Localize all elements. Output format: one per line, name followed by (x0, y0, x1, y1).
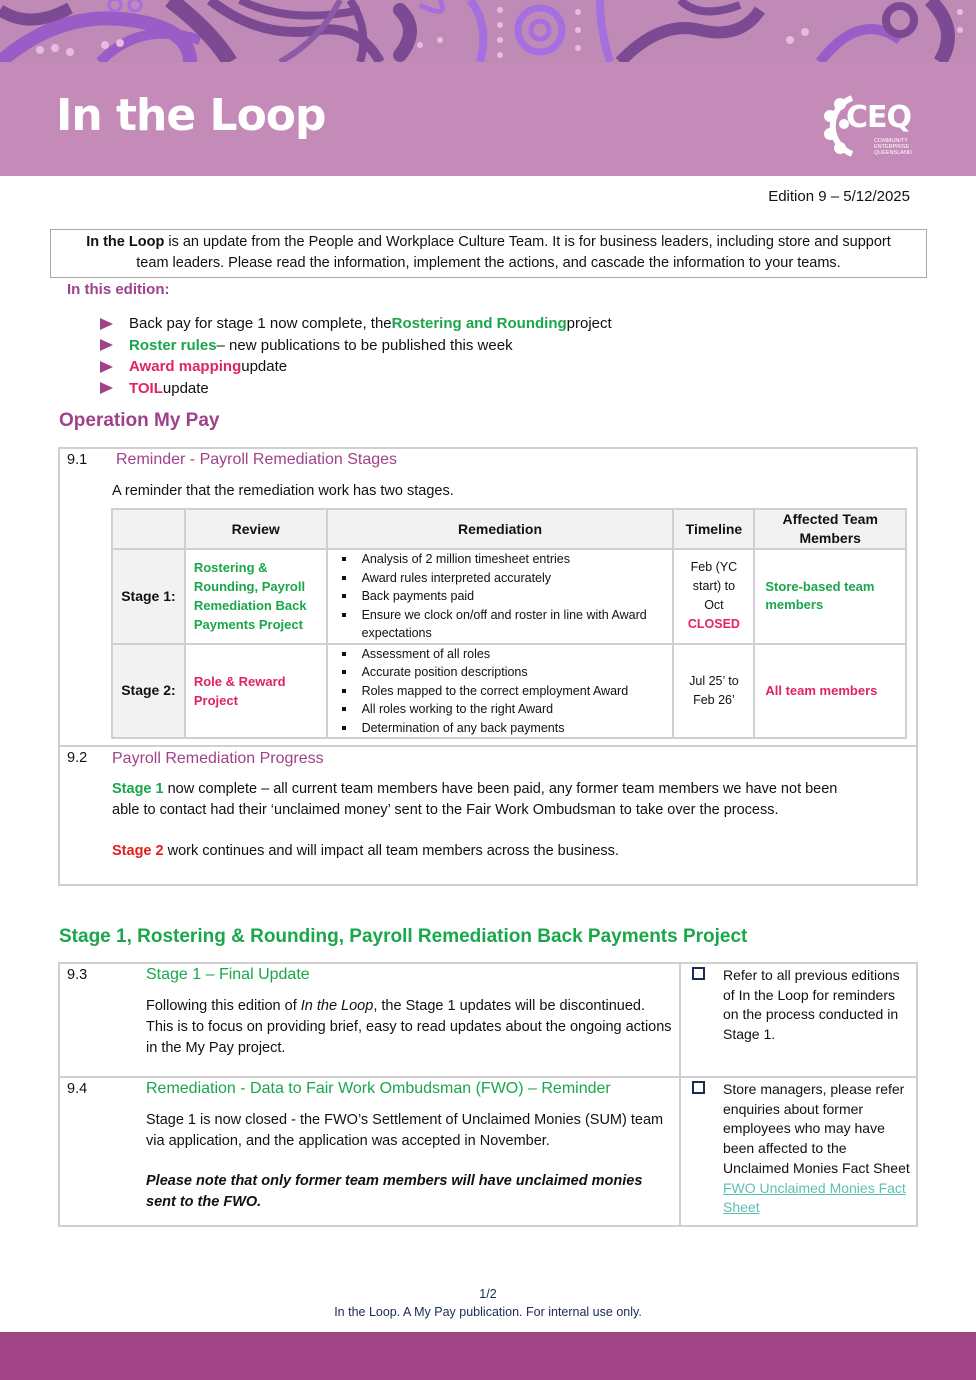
intro-box: In the Loop is an update from the People and Workplace Culture Team. It is for business leaders, including store and support team leaders. Please read the information, implement the actions, and cascade the information to your teams. (50, 229, 927, 278)
divider (60, 745, 916, 747)
item-number-9-2: 9.2 (67, 750, 88, 766)
stage-review: Role & Reward Project (185, 644, 327, 739)
table-row (112, 549, 906, 644)
footer-text: In the Loop. A My Pay publication. For internal use only. (334, 1305, 642, 1319)
column-header-review: Review (185, 509, 327, 549)
column-header-remediation: Remediation (327, 509, 674, 549)
footer-bar (0, 1332, 976, 1380)
triangle-bullet-icon (100, 361, 113, 373)
item-note-9-4: Please note that only former team members will have unclaimed monies sent to the FWO. (146, 1173, 643, 1210)
item-title-9-4: Remediation - Data to Fair Work Ombudsman (FWO) – Reminder (146, 1080, 611, 1097)
triangle-bullet-icon (100, 339, 113, 351)
header-banner (0, 0, 976, 176)
edition-date: Edition 9 – 5/12/2025 (768, 188, 910, 205)
divider (60, 1076, 916, 1078)
in-this-edition-label: In this edition: (67, 281, 170, 298)
list-item: Roster rules – new publications to be published this week (100, 335, 612, 357)
item-number-9-4: 9.4 (67, 1081, 88, 1097)
logo-subtitle: COMMUNITY ENTERPRISE QUEENSLAND (874, 138, 912, 156)
action-checkbox[interactable] (692, 967, 705, 980)
item-text-9-2-stage2: Stage 2 work continues and will impact all team members across the business. (112, 843, 619, 859)
item-text-9-4: Stage 1 is now closed - the FWO’s Settlement of Unclaimed Monies (SUM) team via application, and the application was accepted in November. (146, 1112, 664, 1149)
stage-affected: Store-based team members (754, 549, 906, 644)
action-checkbox[interactable] (692, 1081, 705, 1094)
list-item: Back pay for stage 1 now complete, the Rostering and Rounding project (100, 313, 612, 335)
triangle-bullet-icon (100, 382, 113, 394)
column-header-affected: Affected Team Members (754, 509, 906, 549)
stage-label: Stage 1: (112, 549, 185, 644)
stage-remediation: Assessment of all roles Accurate position descriptions Roles mapped to the correct employment Award All roles working to the right Award Determination of any back payments (327, 644, 674, 739)
section-heading-operation-my-pay: Operation My Pay (59, 410, 220, 431)
logo-wordmark: CEQ (846, 100, 912, 135)
action-text-9-4: Store managers, please refer enquiries about former employees who may have been affected to the Unclaimed Monies Fact Sheet FWO Unclaimed Monies Fact Sheet (723, 1081, 910, 1216)
item-text-9-2-stage1: Stage 1 now complete – all current team members have been paid, any former team members we have not been able to contact had their ‘unclaimed money’ sent to the Fair Work Ombudsman to take over the process. (112, 781, 838, 818)
item-title-9-2: Payroll Remediation Progress (112, 750, 324, 767)
ceq-logo (816, 92, 926, 162)
triangle-bullet-icon (100, 318, 113, 330)
page-number: 1/2 (479, 1287, 497, 1301)
list-item: Award mapping update (100, 356, 612, 378)
divider (679, 964, 681, 1225)
table-row (112, 644, 906, 739)
stage-remediation: Analysis of 2 million timesheet entries Award rules interpreted accurately Back payments paid Ensure we clock on/off and roster in line with Award expectations (327, 549, 674, 644)
item-title-9-3: Stage 1 – Final Update (146, 966, 310, 983)
table-header-row (112, 509, 906, 549)
newsletter-title: In the Loop (56, 90, 326, 141)
action-text-9-3: Refer to all previous editions of In the Loop for reminders on the process conducted in Stage 1. (723, 967, 900, 1043)
stage-label: Stage 2: (112, 644, 185, 739)
remediation-stages-table (111, 508, 907, 739)
stage-review: Rostering & Rounding, Payroll Remediation Back Payments Project (185, 549, 327, 644)
stage-timeline: Feb (YC start) to Oct CLOSED (673, 549, 754, 644)
status-badge: CLOSED (687, 617, 740, 632)
intro-bold: In the Loop (86, 234, 165, 250)
section-heading-stage-1: Stage 1, Rostering & Rounding, Payroll Remediation Back Payments Project (59, 926, 748, 947)
column-header-timeline: Timeline (673, 509, 754, 549)
item-text-9-1: A reminder that the remediation work has two stages. (112, 483, 454, 499)
fwo-fact-sheet-link[interactable]: FWO Unclaimed Monies Fact Sheet (723, 1179, 906, 1216)
item-number-9-1: 9.1 (67, 452, 88, 468)
item-text-9-3: Following this edition of In the Loop, the Stage 1 updates will be discontinued. This is to focus on providing brief, easy to read updates about the ongoing actions in the My Pay project. (146, 998, 672, 1056)
decorative-dot-art (0, 0, 976, 62)
stage-affected: All team members (754, 644, 906, 739)
list-item: TOIL update (100, 378, 612, 400)
item-number-9-3: 9.3 (67, 967, 88, 983)
edition-highlights-list (100, 313, 612, 399)
stage-timeline: Jul 25’ to Feb 26’ (673, 644, 754, 739)
item-title-9-1: Reminder - Payroll Remediation Stages (116, 451, 398, 468)
